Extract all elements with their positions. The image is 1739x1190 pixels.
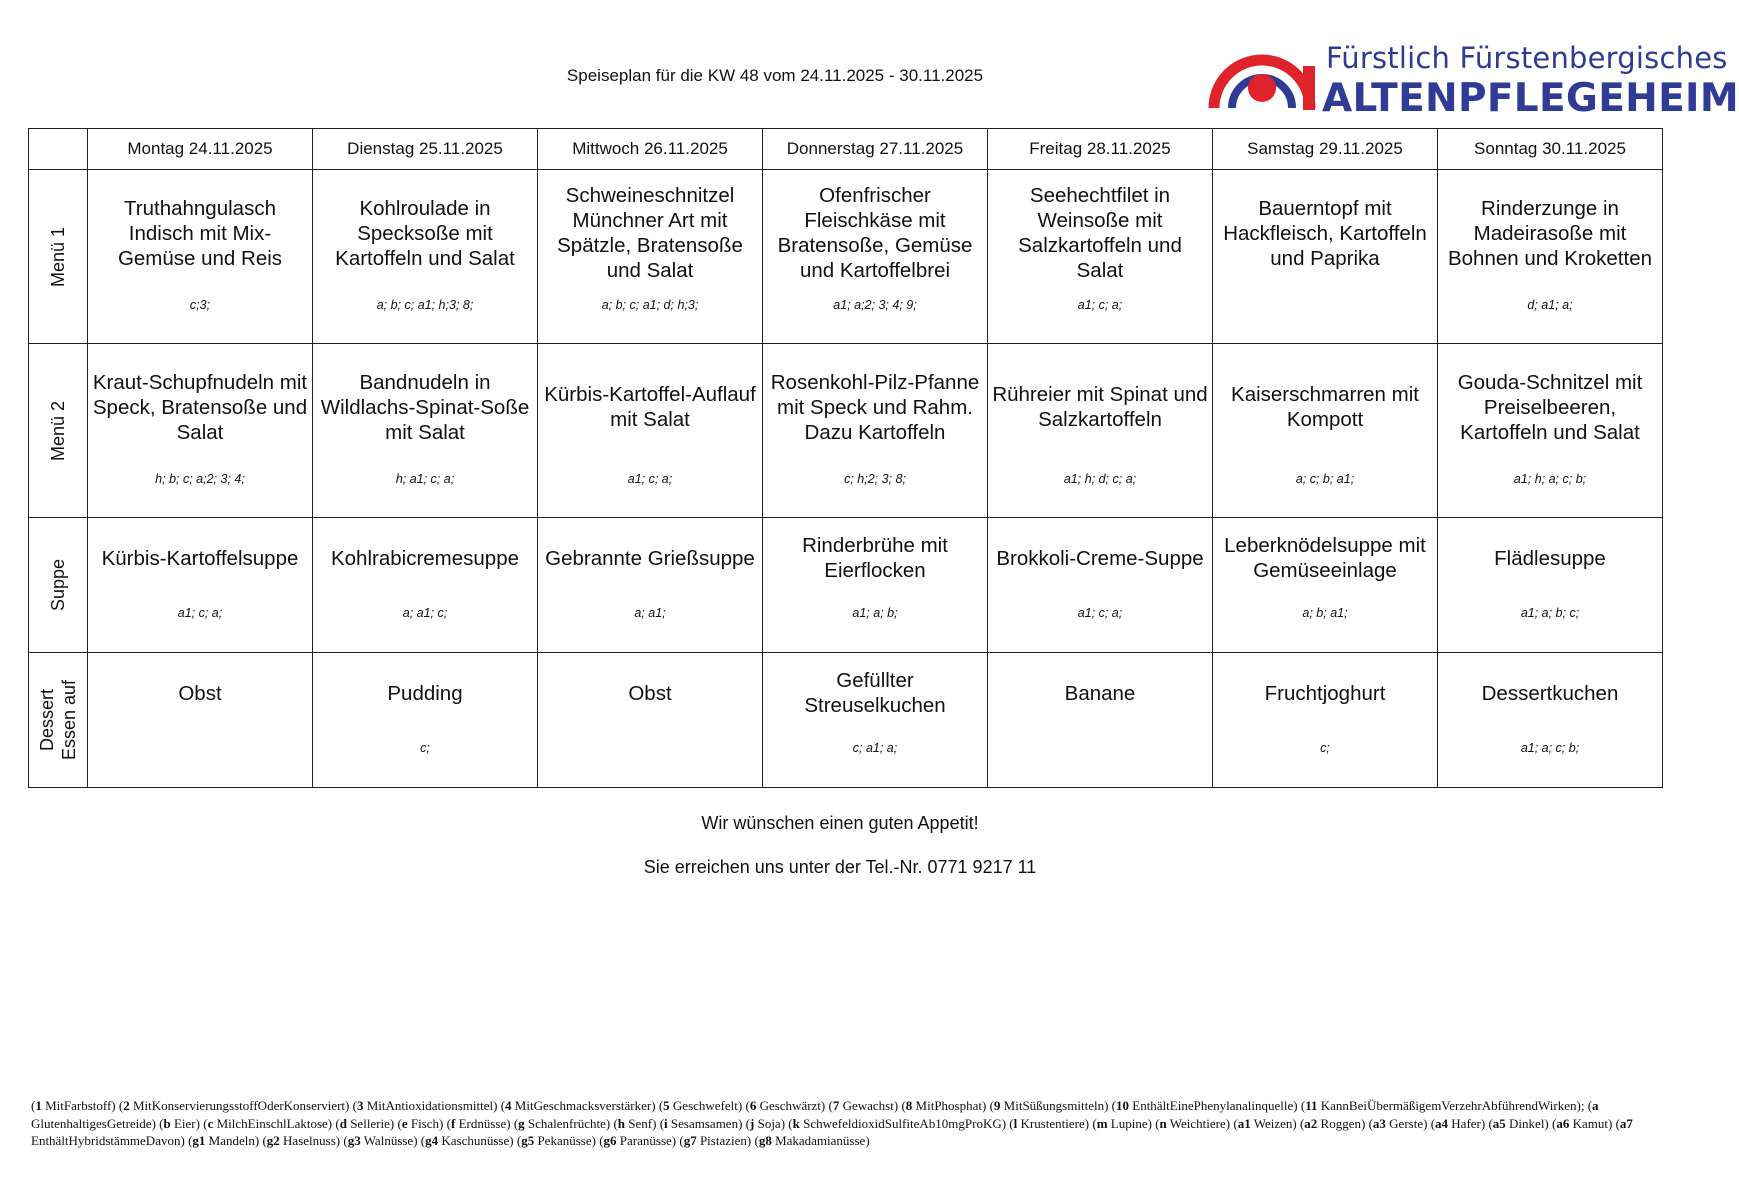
legend-item: (g4 Kaschunüsse)	[420, 1133, 514, 1148]
row-label-cell	[29, 170, 88, 344]
legend-code: b	[163, 1115, 171, 1131]
legend-text: MitKonservierungsstoffOderKonserviert)	[129, 1098, 350, 1113]
menu-cell	[988, 170, 1213, 344]
allergen-codes: a; a1; c;	[402, 606, 448, 620]
dish-box	[1442, 518, 1658, 598]
row-label-line: Essen auf	[59, 679, 79, 761]
legend-text: Walnüsse)	[360, 1133, 418, 1148]
dish-name: Rinderzunge in Madeirasoße mit Bohnen und Kroketten	[1447, 196, 1653, 270]
legend-item: (7 Gewachst)	[828, 1098, 899, 1113]
dish-name: Truthahngulasch Indisch mit Mix-Gemüse und Reis	[117, 196, 283, 270]
legend-code: 9	[993, 1098, 1001, 1113]
legend-text: Schalenfrüchte)	[524, 1115, 611, 1131]
legend-item: (f Erdnüsse)	[446, 1115, 511, 1131]
legend-text: Eier)	[170, 1115, 200, 1131]
legend-code: k	[792, 1115, 800, 1131]
allergen-codes: a1; a; c; b;	[1520, 741, 1580, 755]
allergen-codes: a1; a; b;	[852, 606, 898, 620]
allergen-codes: c;	[420, 741, 430, 755]
dish-box	[767, 348, 983, 466]
dish-box	[992, 174, 1208, 292]
dish-box	[1217, 518, 1433, 598]
row-label-cell	[29, 653, 88, 788]
legend-text: Erdnüsse)	[455, 1115, 511, 1131]
dish-box	[992, 348, 1208, 466]
legend-code: a6	[1556, 1115, 1570, 1131]
legend-text: Lupine)	[1107, 1115, 1152, 1131]
dish-box	[992, 653, 1208, 733]
legend-item: (g3 Walnüsse)	[343, 1133, 418, 1148]
day-header: Dienstag 25.11.2025	[313, 129, 538, 170]
legend-item: (10 EnthältEinePhenylanalinquelle)	[1111, 1098, 1298, 1113]
legend-text: Kaschunüsse)	[438, 1133, 514, 1148]
dish-name: Kraut-Schupfnudeln mit Speck, Bratensoße und Salat	[92, 370, 308, 444]
logo-line2: ALTENPFLEGEHEIM	[1322, 76, 1739, 121]
legend-text: MitGeschmacksverstärker)	[511, 1098, 656, 1113]
legend-text: Geschwefelt)	[669, 1098, 743, 1113]
dish-box	[317, 174, 533, 292]
legend-item: (1 MitFarbstoff)	[31, 1098, 116, 1113]
legend-item: (9 MitSüßungsmitteln)	[989, 1098, 1109, 1113]
dish-name: Kohlrabicremesuppe	[330, 546, 520, 570]
legend-item: (g Schalenfrüchte)	[513, 1115, 611, 1131]
dish-box	[317, 348, 533, 466]
legend-item: (a GlutenhaltigesGetreide)	[31, 1098, 1599, 1131]
dish-name: Gefüllter Streuselkuchen	[804, 669, 946, 717]
legend-code: 11	[1305, 1098, 1318, 1113]
legend-code: g1	[192, 1133, 206, 1148]
dish-box	[92, 174, 308, 292]
dish-box	[542, 518, 758, 598]
dish-box	[92, 653, 308, 733]
menu-cell	[763, 653, 988, 788]
menu-cell	[538, 518, 763, 653]
menu-cell	[313, 653, 538, 788]
menu-cell	[763, 518, 988, 653]
dish-name: Gouda-Schnitzel mit Preiselbeeren, Kartoffeln und Salat	[1457, 370, 1643, 444]
legend-code: 7	[832, 1098, 840, 1113]
dish-name: Flädlesuppe	[1494, 546, 1606, 570]
dish-name: Kürbis-Kartoffel-Auflauf mit Salat	[544, 383, 756, 431]
legend-code: m	[1096, 1115, 1108, 1131]
menu-table	[28, 128, 1663, 788]
legend-text: Mandeln)	[205, 1133, 260, 1148]
legend-item: (d Sellerie)	[335, 1115, 395, 1131]
dish-box	[1442, 348, 1658, 466]
menu-cell	[1213, 170, 1438, 344]
legend-code: l	[1013, 1115, 1018, 1131]
legend-item: (g1 Mandeln)	[188, 1133, 260, 1148]
row-label-cell	[29, 344, 88, 518]
menu-cell	[1438, 518, 1663, 653]
legend-code: g4	[425, 1133, 439, 1148]
legend-item: (11 KannBeiÜbermäßigemVerzehrAbführendWirken);	[1300, 1098, 1585, 1113]
legend-text: Paranüsse)	[616, 1133, 677, 1148]
logo	[1208, 26, 1739, 121]
day-header: Donnerstag 27.11.2025	[763, 129, 988, 170]
legend-item: (j Soja)	[745, 1115, 786, 1131]
legend-code: a2	[1304, 1115, 1318, 1131]
legend-text: Sellerie)	[346, 1115, 395, 1131]
legend-text: MitPhosphat)	[912, 1098, 987, 1113]
day-header: Freitag 28.11.2025	[988, 129, 1213, 170]
legend-item: (g7 Pistazien)	[679, 1133, 752, 1148]
dish-name: Rosenkohl-Pilz-Pfanne mit Speck und Rahm. Dazu Kartoffeln	[770, 370, 980, 444]
menu-cell	[763, 344, 988, 518]
logo-line1: Fürstlich Fürstenbergisches	[1326, 41, 1728, 75]
legend-text: Hafer)	[1448, 1115, 1486, 1131]
legend-code: g8	[758, 1133, 772, 1148]
dish-name: Pudding	[387, 681, 463, 705]
contact-info: Sie erreichen uns unter der Tel.-Nr. 0771 9217 11	[643, 857, 1037, 877]
legend-text: Weizen)	[1250, 1115, 1297, 1131]
day-header: Samstag 29.11.2025	[1213, 129, 1438, 170]
row-label: Menü 2	[48, 400, 68, 461]
legend-text: Makadamianüsse)	[771, 1133, 870, 1148]
dish-name: Rinderbrühe mit Eierflocken	[802, 534, 948, 582]
dish-name: Obst	[628, 681, 672, 705]
day-header: Mittwoch 26.11.2025	[538, 129, 763, 170]
legend-text: Roggen)	[1317, 1115, 1366, 1131]
allergen-codes: c;	[1320, 741, 1330, 755]
allergen-codes: d; a1; a;	[1527, 298, 1573, 312]
legend-code: a4	[1435, 1115, 1449, 1131]
menu-cell	[1213, 653, 1438, 788]
dish-box	[317, 653, 533, 733]
legend-text: MitFarbstoff)	[41, 1098, 116, 1113]
legend-item: (2 MitKonservierungsstoffOderKonserviert)	[118, 1098, 350, 1113]
legend-text: Gerste)	[1385, 1115, 1428, 1131]
legend-code: 6	[749, 1098, 757, 1113]
legend-item: (i Sesamsamen)	[659, 1115, 743, 1131]
legend-text: Fisch)	[407, 1115, 444, 1131]
menu-cell	[313, 344, 538, 518]
menu-cell	[1213, 344, 1438, 518]
legend-code: a	[1592, 1098, 1599, 1113]
legend-item: (a7 EnthältHybridstämmeDavon)	[31, 1115, 1633, 1148]
menu-cell	[538, 170, 763, 344]
dish-name: Leberknödelsuppe mit Gemüseeinlage	[1224, 534, 1426, 582]
dish-name: Seehechtfilet in Weinsoße mit Salzkartoffeln und Salat	[1018, 184, 1182, 282]
row-dessert	[29, 653, 1663, 788]
legend-text: Dinkel)	[1505, 1115, 1549, 1131]
allergen-codes: h; a1; c; a;	[395, 472, 455, 486]
legend-code: h	[617, 1115, 626, 1131]
day-header: Sonntag 30.11.2025	[1438, 129, 1663, 170]
legend-code: 4	[505, 1098, 512, 1113]
dish-box	[317, 518, 533, 598]
legend-item: (e Fisch)	[397, 1115, 444, 1131]
menu-cell	[88, 344, 313, 518]
legend-code: 3	[356, 1098, 364, 1113]
dish-box	[767, 174, 983, 292]
dish-box	[92, 518, 308, 598]
dish-name: Bauerntopf mit Hackfleisch, Kartoffeln und Paprika	[1223, 196, 1427, 270]
allergen-codes: a1; a; b; c;	[1520, 606, 1580, 620]
menu-cell	[988, 518, 1213, 653]
greeting: Wir wünschen einen guten Appetit!	[701, 813, 979, 833]
legend-code: n	[1159, 1115, 1167, 1131]
legend-item: (h Senf)	[613, 1115, 657, 1131]
legend-item: (g8 Makadamianüsse)	[754, 1133, 870, 1148]
dish-name: Rühreier mit Spinat und Salzkartoffeln	[992, 383, 1208, 431]
allergen-codes: c;3;	[189, 298, 211, 312]
allergen-codes: a1; c; a;	[1077, 606, 1123, 620]
dish-name: Brokkoli-Creme-Suppe	[996, 546, 1204, 570]
legend-text: Soja)	[754, 1115, 786, 1131]
legend-code: a7	[1619, 1115, 1633, 1131]
legend-item: (a4 Hafer)	[1430, 1115, 1486, 1131]
legend-text: Sesamsamen)	[667, 1115, 743, 1131]
page-title: Speiseplan für die KW 48 vom 24.11.2025 - 30.11.2025	[566, 66, 984, 85]
legend-item: (a6 Kamut)	[1552, 1115, 1613, 1131]
legend-code: 2	[123, 1098, 130, 1113]
menu-cell	[988, 344, 1213, 518]
legend-text: GlutenhaltigesGetreide)	[31, 1115, 156, 1131]
dish-name: Kürbis-Kartoffelsuppe	[101, 546, 299, 570]
header-row	[29, 129, 1663, 170]
legend-code: i	[664, 1115, 668, 1131]
legend-item: (6 Geschwärzt)	[745, 1098, 826, 1113]
legend-code: g3	[347, 1133, 361, 1148]
legend-item: (8 MitPhosphat)	[901, 1098, 987, 1113]
legend-item: (b Eier)	[159, 1115, 200, 1131]
allergen-codes: h; b; c; a;2; 3; 4;	[155, 472, 245, 486]
allergen-codes: a1; c; a;	[177, 606, 223, 620]
legend-item: (l Krustentiere)	[1009, 1115, 1090, 1131]
row-label-line: Dessert	[37, 689, 57, 752]
menu-cell	[88, 653, 313, 788]
dish-box	[1442, 174, 1658, 292]
legend-item: (k SchwefeldioxidSulfiteAb10mgProKG)	[788, 1115, 1007, 1131]
legend-code: e	[401, 1115, 408, 1131]
legend-code: a1	[1237, 1115, 1251, 1131]
menu-cell	[763, 170, 988, 344]
dish-name: Banane	[1064, 681, 1136, 705]
allergen-codes: a1; a;2; 3; 4; 9;	[833, 298, 917, 312]
row-label: Suppe	[48, 558, 68, 612]
dish-name: Dessertkuchen	[1481, 681, 1619, 705]
legend-code: g5	[521, 1133, 535, 1148]
legend-code: 10	[1116, 1098, 1129, 1113]
legend-code: g2	[266, 1133, 280, 1148]
day-header: Montag 24.11.2025	[88, 129, 313, 170]
menu-cell	[313, 518, 538, 653]
legend-text: SchwefeldioxidSulfiteAb10mgProKG)	[799, 1115, 1007, 1131]
legend-item: (a5 Dinkel)	[1488, 1115, 1549, 1131]
allergen-codes: a1; c; a;	[1077, 298, 1123, 312]
row-label	[36, 680, 80, 760]
dish-box	[542, 174, 758, 292]
legend-item: (n Weichtiere)	[1155, 1115, 1231, 1131]
legend-text: Senf)	[625, 1115, 657, 1131]
allergen-legend	[31, 1097, 1663, 1150]
dish-box	[92, 348, 308, 466]
dish-name: Gebrannte Grießsuppe	[545, 546, 755, 570]
allergen-codes: a; b; a1;	[1302, 606, 1348, 620]
menu-cell	[88, 170, 313, 344]
row-menu2	[29, 344, 1663, 518]
corner-cell	[29, 129, 88, 170]
legend-code: g6	[603, 1133, 617, 1148]
dish-name: Bandnudeln in Wildlachs-Spinat-Soße mit Salat	[320, 370, 530, 444]
dish-box	[542, 653, 758, 733]
dish-name: Schweineschnitzel Münchner Art mit Spätzle, Bratensoße und Salat	[557, 184, 743, 282]
legend-text: MitSüßungsmitteln)	[1000, 1098, 1109, 1113]
allergen-codes: a; b; c; a1; d; h;3;	[601, 298, 699, 312]
dish-box	[767, 518, 983, 598]
dish-box	[542, 348, 758, 466]
legend-code: 1	[35, 1098, 42, 1113]
menu-cell	[313, 170, 538, 344]
row-label-cell	[29, 518, 88, 653]
legend-code: g	[518, 1115, 525, 1131]
logo-icon	[1208, 26, 1318, 118]
legend-text: Pistazien)	[696, 1133, 752, 1148]
dish-name: Kohlroulade in Specksoße mit Kartoffeln und Salat	[335, 196, 515, 270]
row-soup	[29, 518, 1663, 653]
legend-text: EnthältHybridstämmeDavon)	[31, 1133, 185, 1148]
legend-item: (3 MitAntioxidationsmittel)	[352, 1098, 498, 1113]
legend-code: f	[450, 1115, 456, 1131]
menu-cell	[1438, 653, 1663, 788]
menu-cell	[988, 653, 1213, 788]
menu-cell	[1438, 170, 1663, 344]
row-label: Menü 1	[48, 226, 68, 287]
legend-item: (g5 Pekanüsse)	[516, 1133, 596, 1148]
allergen-codes: a; c; b; a1;	[1295, 472, 1355, 486]
legend-item: (5 Geschwefelt)	[658, 1098, 743, 1113]
legend-text: Gewachst)	[839, 1098, 899, 1113]
legend-text: MitAntioxidationsmittel)	[363, 1098, 498, 1113]
legend-code: j	[750, 1115, 755, 1131]
dish-box	[767, 653, 983, 733]
legend-code: a5	[1492, 1115, 1506, 1131]
allergen-codes: a1; c; a;	[627, 472, 673, 486]
allergen-codes: c; h;2; 3; 8;	[844, 472, 906, 486]
legend-text: KannBeiÜbermäßigemVerzehrAbführendWirken);	[1317, 1098, 1585, 1113]
dish-name: Fruchtjoghurt	[1264, 681, 1386, 705]
legend-text: Geschwärzt)	[756, 1098, 826, 1113]
dish-name: Obst	[178, 681, 222, 705]
menu-cell	[1213, 518, 1438, 653]
legend-text: Kamut)	[1569, 1115, 1613, 1131]
legend-text: Krustentiere)	[1017, 1115, 1090, 1131]
legend-code: d	[339, 1115, 347, 1131]
legend-text: EnthältEinePhenylanalinquelle)	[1129, 1098, 1298, 1113]
allergen-codes: a1; h; a; c; b;	[1513, 472, 1587, 486]
dish-box	[1217, 653, 1433, 733]
dish-name: Kaiserschmarren mit Kompott	[1231, 383, 1419, 431]
legend-item: (a1 Weizen)	[1233, 1115, 1297, 1131]
dish-box	[1217, 348, 1433, 466]
allergen-codes: c; a1; a;	[852, 741, 898, 755]
menu-cell	[538, 653, 763, 788]
legend-item: (c MilchEinschlLaktose)	[203, 1115, 333, 1131]
allergen-codes: a; b; c; a1; h;3; 8;	[376, 298, 474, 312]
dish-name: Ofenfrischer Fleischkäse mit Bratensoße, Gemüse und Kartoffelbrei	[777, 184, 973, 282]
legend-text: Weichtiere)	[1166, 1115, 1231, 1131]
legend-code: g7	[683, 1133, 697, 1148]
legend-code: 5	[663, 1098, 670, 1113]
legend-item: (4 MitGeschmacksverstärker)	[500, 1098, 656, 1113]
dish-box	[992, 518, 1208, 598]
row-menu1	[29, 170, 1663, 344]
legend-item: (g6 Paranüsse)	[599, 1133, 677, 1148]
legend-code: a3	[1372, 1115, 1386, 1131]
legend-code: 8	[905, 1098, 913, 1113]
menu-cell	[88, 518, 313, 653]
dish-box	[1217, 174, 1433, 292]
legend-code: c	[207, 1115, 214, 1131]
dish-box	[1442, 653, 1658, 733]
legend-text: Haselnuss)	[279, 1133, 341, 1148]
legend-text: MilchEinschlLaktose)	[213, 1115, 333, 1131]
legend-item: (a3 Gerste)	[1368, 1115, 1428, 1131]
legend-item: (g2 Haselnuss)	[262, 1133, 341, 1148]
menu-cell	[1438, 344, 1663, 518]
menu-cell	[538, 344, 763, 518]
legend-item: (a2 Roggen)	[1299, 1115, 1366, 1131]
legend-text: Pekanüsse)	[534, 1133, 596, 1148]
legend-item: (m Lupine)	[1092, 1115, 1152, 1131]
allergen-codes: a; a1;	[634, 606, 666, 620]
allergen-codes: a1; h; d; c; a;	[1063, 472, 1137, 486]
